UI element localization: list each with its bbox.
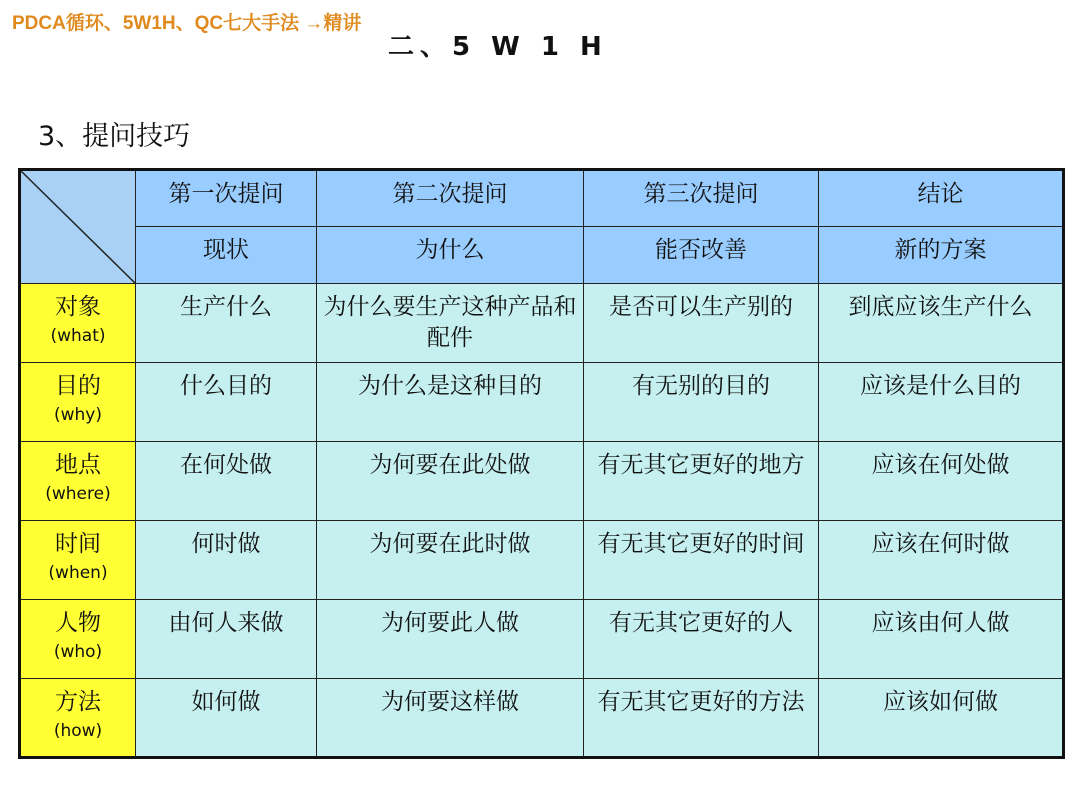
table-row — [20, 363, 1064, 442]
table-cell: 何时做 — [136, 521, 317, 600]
row-label-text: 地点 — [55, 452, 101, 478]
header-cell: 新的方案 — [819, 227, 1064, 284]
header-cell: 第三次提问 — [584, 170, 819, 227]
row-label-english: (how) — [53, 721, 103, 742]
row-label-text: 人物 — [55, 610, 101, 636]
table-cell: 应该在何时做 — [819, 521, 1064, 600]
row-label — [20, 521, 136, 600]
row-label-text: 目的 — [55, 373, 101, 399]
table-cell: 如何做 — [136, 679, 317, 758]
table-cell: 为何要在此时做 — [317, 521, 584, 600]
slide-title: 二、5 W 1 H — [388, 32, 608, 62]
header-cell: 结论 — [819, 170, 1064, 227]
table-row — [20, 679, 1064, 758]
5w1h-table — [18, 168, 1065, 759]
row-label-english: (when) — [48, 563, 108, 584]
table-cell: 有无其它更好的时间 — [584, 521, 819, 600]
header-cell: 为什么 — [317, 227, 584, 284]
header-row-themes — [20, 227, 1064, 284]
table-cell: 应该在何处做 — [819, 442, 1064, 521]
table-cell: 在何处做 — [136, 442, 317, 521]
table-row — [20, 600, 1064, 679]
header-cell: 第二次提问 — [317, 170, 584, 227]
table-cell: 是否可以生产别的 — [584, 284, 819, 363]
header-cell: 第一次提问 — [136, 170, 317, 227]
table-cell: 应该如何做 — [819, 679, 1064, 758]
header-cell: 能否改善 — [584, 227, 819, 284]
table-cell: 生产什么 — [136, 284, 317, 363]
header-cell: 现状 — [136, 227, 317, 284]
table-cell: 为什么是这种目的 — [317, 363, 584, 442]
table-cell: 为何要这样做 — [317, 679, 584, 758]
row-label — [20, 442, 136, 521]
table-row — [20, 442, 1064, 521]
table-cell: 有无其它更好的方法 — [584, 679, 819, 758]
table-cell: 有无其它更好的地方 — [584, 442, 819, 521]
row-label-english: (where) — [45, 484, 111, 505]
row-label-text: 时间 — [55, 531, 101, 557]
table-row — [20, 284, 1064, 363]
row-label — [20, 679, 136, 758]
table-cell: 为何要此人做 — [317, 600, 584, 679]
banner: PDCA循环、5W1H、QC七大手法 →精讲 — [12, 13, 362, 34]
section-title: 3、提问技巧 — [38, 121, 191, 152]
diagonal-line — [21, 171, 135, 283]
header-row-questions — [20, 170, 1064, 227]
corner-cell — [20, 170, 136, 284]
table-row — [20, 521, 1064, 600]
table-cell: 到底应该生产什么 — [819, 284, 1064, 363]
table-cell: 什么目的 — [136, 363, 317, 442]
row-label-english: (what) — [50, 326, 106, 347]
table-cell: 为何要在此处做 — [317, 442, 584, 521]
row-label — [20, 600, 136, 679]
row-label — [20, 363, 136, 442]
table-cell: 有无其它更好的人 — [584, 600, 819, 679]
row-label-text: 方法 — [55, 689, 101, 715]
table-cell: 由何人来做 — [136, 600, 317, 679]
row-label-english: (who) — [53, 642, 103, 663]
row-label-english: (why) — [53, 405, 102, 426]
row-label — [20, 284, 136, 363]
table-cell: 应该由何人做 — [819, 600, 1064, 679]
table-cell: 有无别的目的 — [584, 363, 819, 442]
row-label-text: 对象 — [55, 294, 101, 320]
table-cell: 为什么要生产这种产品和配件 — [317, 284, 584, 363]
table-cell: 应该是什么目的 — [819, 363, 1064, 442]
